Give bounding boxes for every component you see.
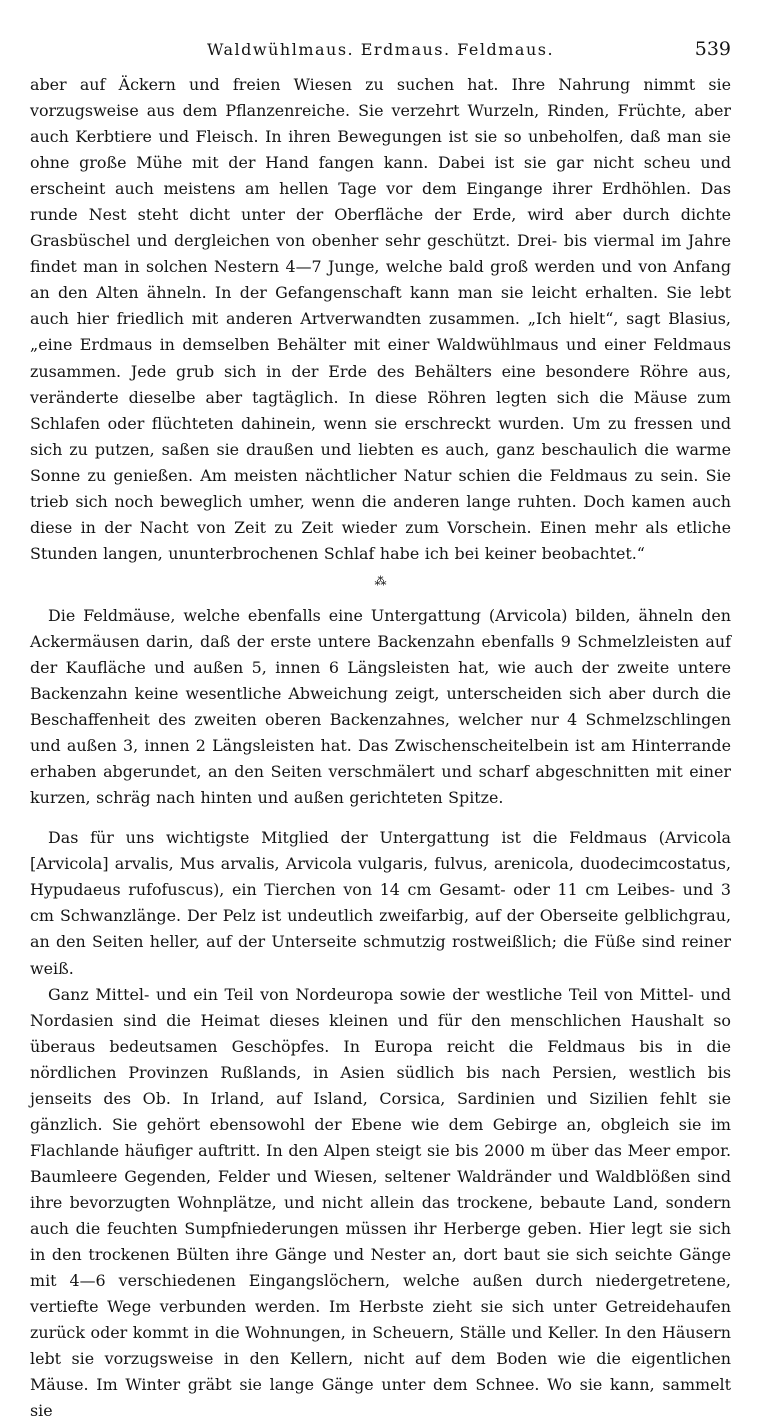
paragraph-feldmaeuse-subgenus: Die Feldmäuse, welche ebenfalls eine Untergattung (Arvicola) bilden, ähneln den Ackermäusen darin, daß der erste untere Backenzahn ebenfalls 9 Schmelzleisten auf der Kaufläche und außen 5, innen 6 Längsleisten hat, wie auch der zweite untere Backenzahn keine wesentliche Abweichung zeigt, unterscheiden sich aber durch die Beschaffenheit des zweiten oberen Backenzahnes, welcher nur 4 Schmelzschlingen und außen 3, innen 2 Längsleisten hat. Das Zwischenscheitelbein ist am Hinterrande erhaben abgerundet, an den Seiten verschmälert und scharf abgeschnitten mit einer kurzen, schräg nach hinten und außen gerichteten Spitze. xyxy=(30,605,731,808)
paragraph-feldmaus-description: Das für uns wichtigste Mitglied der Untergattung ist die Feldmaus (Arvicola [Arvicola] arvalis, Mus arvalis, Arvicola vulgaris, fulvus, arenicola, duodecimcostatus, Hypudaeus rufofuscus), ein Tierchen von 14 cm Gesamt- oder 11 cm Leibes- und 3 cm Schwanzlänge. Der Pelz ist undeutlich zweifarbig, auf der Oberseite gelblichgrau, an den Seiten heller, auf der Unterseite schmutzig rostweißlich; die Füße sind reiner weiß. xyxy=(30,828,731,978)
paragraph-erdmaus-continuation: aber auf Äckern und freien Wiesen zu suchen hat. Ihre Nahrung nimmt sie vorzugsweise aus dem Pflanzenreiche. Sie verzehrt Wurzeln, Rinden, Früchte, aber auch Kerbtiere und Fleisch. In ihren Bewegungen ist sie so unbeholfen, daß man sie ohne große Mühe mit der Hand fangen kann. Dabei ist sie gar nicht scheu und erscheint auch meistens am hellen Tage vor dem Eingange ihrer Erdhöhlen. Das runde Nest steht dicht unter der Oberfläche der Erde, wird aber durch dichte Grasbüschel und dergleichen von obenher sehr geschützt. Drei- bis viermal im Jahre findet man in solchen Nestern 4—7 Junge, welche bald groß werden und von Anfang an den Alten ähneln. In der Gefangenschaft kann man sie leicht erhalten. Sie lebt auch hier friedlich mit anderen Artverwandten zusammen. „Ich hielt“, sagt Blasius, „eine Erdmaus in demselben Behälter mit einer Waldwühlmaus und einer Feldmaus zusammen. Jede grub sich in der Erde des Behälters eine besondere Röhre aus, veränderte dieselbe aber tagtäglich. In diese Röhren legten sich die Mäuse zum Schlafen oder flüchteten dahinein, wenn sie erschreckt wurden. Um zu fressen und sich zu putzen, saßen sie draußen und liebten es auch, ganz beschaulich die warme Sonne zu genießen. Am meisten nächtlicher Natur schien die Feldmaus zu sein. Sie trieb sich noch beweglich umher, wenn die anderen lange ruhten. Doch kamen auch diese in der Nacht von Zeit zu Zeit wieder zum Vorschein. Einen mehr als etliche Stunden langen, ununterbrochenen Schlaf habe ich bei keiner beobachtet.“ xyxy=(30,75,731,563)
page-header xyxy=(30,36,731,66)
running-title: Waldwühlmaus. Erdmaus. Feldmaus. xyxy=(206,40,555,59)
page-number: 539 xyxy=(694,38,731,60)
paragraph-gap xyxy=(30,811,731,825)
page-body xyxy=(30,72,731,1424)
section-separator: ⁂ xyxy=(374,573,387,588)
paragraph-feldmaus-distribution: Ganz Mittel- und ein Teil von Nordeuropa sowie der westliche Teil von Mittel- und Nordasien sind die Heimat dieses kleinen und für den menschlichen Haushalt so überaus bedeutsamen Geschöpfes. In Europa reicht die Feldmaus bis in die nördlichen Provinzen Rußlands, in Asien südlich bis nach Persien, westlich bis jenseits des Ob. In Irland, auf Island, Corsica, Sardinien und Sizilien fehlt sie gänzlich. Sie gehört ebensowohl der Ebene wie dem Gebirge an, obgleich sie im Flachlande häufiger auftritt. In den Alpen steigt sie bis 2000 m über das Meer empor. Baumleere Gegenden, Felder und Wiesen, seltener Waldränder und Waldblößen sind ihre bevorzugten Wohnplätze, und nicht allein das trockene, bebaute Land, sondern auch die feuchten Sumpfniederungen müssen ihr Herberge geben. Hier legt sie sich in den trockenen Bülten ihre Gänge und Nester an, dort baut sie sich seichte Gänge mit 4—6 verschiedenen Eingangslöchern, welche außen durch niedergetretene, vertiefte Wege verbunden werden. Im Herbste zieht sie sich unter Getreidehaufen zurück oder kommt in die Wohnungen, in Scheuern, Ställe und Keller. In den Häusern lebt sie vorzugsweise in den Kellern, nicht auf dem Boden wie die eigentlichen Mäuse. Im Winter gräbt sie lange Gänge unter dem Schnee. Wo sie kann, sammelt sie xyxy=(30,984,731,1421)
